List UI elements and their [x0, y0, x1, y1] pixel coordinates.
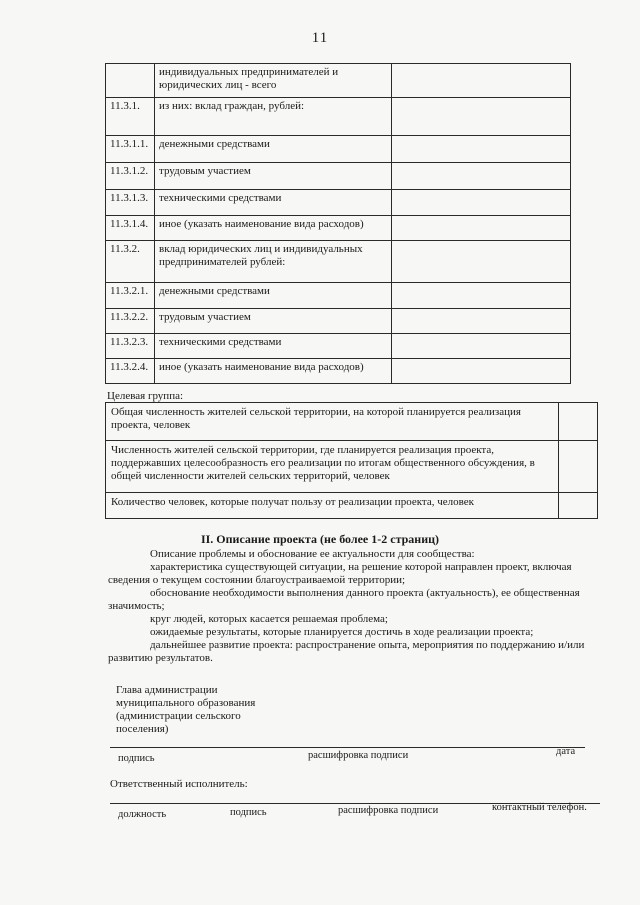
item-value-cell	[392, 359, 571, 384]
item-text: иное (указать наименование вида расходов)	[155, 359, 392, 384]
description-line: значимость;	[108, 600, 165, 612]
funding-row	[106, 359, 571, 384]
item-text: трудовым участием	[155, 163, 392, 190]
item-value-cell	[392, 334, 571, 359]
target-group-value-cell	[558, 403, 597, 441]
description-line: развитию результатов.	[108, 652, 213, 664]
head-line: (администрации сельского	[116, 710, 241, 722]
item-number: 11.3.1.3.	[106, 190, 155, 216]
funding-row	[106, 334, 571, 359]
item-value-cell	[392, 309, 571, 334]
item-number	[106, 64, 155, 98]
description-line: круг людей, которых касается решаемая проблема;	[150, 613, 388, 625]
signature-caption: подпись	[230, 807, 267, 818]
item-value-cell	[392, 216, 571, 241]
target-group-text: Количество человек, которые получат пользу от реализации проекта, человек	[106, 493, 559, 519]
head-line: муниципального образования	[116, 697, 256, 709]
funding-row	[106, 64, 571, 98]
funding-row	[106, 163, 571, 190]
decoding-caption: расшифровка подписи	[308, 750, 409, 761]
item-text: из них: вклад граждан, рублей:	[155, 98, 392, 136]
item-number: 11.3.2.1.	[106, 283, 155, 309]
target-group-value-cell	[558, 493, 597, 519]
description-line: дальнейшее развитие проекта: распространение опыта, мероприятия по поддержанию и/или	[150, 639, 585, 651]
item-number: 11.3.2.2.	[106, 309, 155, 334]
section-title: II. Описание проекта (не более 1-2 страниц)	[200, 532, 440, 546]
item-text: денежными средствами	[155, 283, 392, 309]
phone-caption: контактный телефон.	[492, 802, 587, 813]
item-text: иное (указать наименование вида расходов)	[155, 216, 392, 241]
item-text: денежными средствами	[155, 136, 392, 163]
head-line: Глава администрации	[116, 684, 218, 696]
funding-row	[106, 98, 571, 136]
target-group-label: Целевая группа:	[107, 390, 184, 402]
target-group-value-cell	[558, 441, 597, 493]
funding-row	[106, 216, 571, 241]
item-value-cell	[392, 283, 571, 309]
description-line: сведения о текущем состоянии благоустраиваемой территории;	[108, 574, 406, 586]
page-number: 11	[311, 30, 329, 46]
item-text: техническими средствами	[155, 190, 392, 216]
funding-table	[105, 63, 571, 384]
funding-row	[106, 241, 571, 283]
item-text: индивидуальных предпринимателей и юридических лиц - всего	[155, 64, 392, 98]
description-line: Описание проблемы и обоснование ее актуальности для сообщества:	[150, 548, 475, 560]
funding-row	[106, 190, 571, 216]
target-group-row	[106, 493, 598, 519]
item-value-cell	[392, 163, 571, 190]
responsible-label: Ответственный исполнитель:	[110, 778, 248, 790]
decoding-caption: расшифровка подписи	[338, 805, 439, 816]
item-value-cell	[392, 241, 571, 283]
item-number: 11.3.2.3.	[106, 334, 155, 359]
signature-caption: подпись	[118, 753, 155, 764]
funding-row	[106, 309, 571, 334]
position-caption: должность	[118, 809, 167, 820]
funding-row	[106, 136, 571, 163]
item-value-cell	[392, 98, 571, 136]
item-text: техническими средствами	[155, 334, 392, 359]
target-group-text: Общая численность жителей сельской территории, на которой планируется реализация проекта, человек	[106, 403, 559, 441]
item-text: трудовым участием	[155, 309, 392, 334]
description-line: обоснование необходимости выполнения данного проекта (актуальность), ее общественная	[150, 587, 580, 599]
item-number: 11.3.1.	[106, 98, 155, 136]
item-value-cell	[392, 64, 571, 98]
description-line: ожидаемые результаты, которые планируется достичь в ходе реализации проекта;	[150, 626, 534, 638]
item-number: 11.3.1.1.	[106, 136, 155, 163]
head-of-administration-block	[116, 684, 255, 736]
item-value-cell	[392, 190, 571, 216]
funding-row	[106, 283, 571, 309]
target-group-row	[106, 441, 598, 493]
item-number: 11.3.1.4.	[106, 216, 155, 241]
target-group-table	[105, 402, 598, 519]
description-line: характеристика существующей ситуации, на решение которой направлен проект, включая	[150, 561, 572, 573]
date-caption: дата	[556, 746, 576, 757]
target-group-text: Численность жителей сельской территории, где планируется реализация проекта, поддержавших целесообразность его реализации по итогам общественного обсуждения, в общей численности жителей сельских территорий, человек	[106, 441, 559, 493]
signature-line	[110, 747, 585, 748]
item-number: 11.3.1.2.	[106, 163, 155, 190]
target-group-row	[106, 403, 598, 441]
item-number: 11.3.2.4.	[106, 359, 155, 384]
item-value-cell	[392, 136, 571, 163]
item-text: вклад юридических лиц и индивидуальных предпринимателей рублей:	[155, 241, 392, 283]
head-line: поселения)	[116, 723, 169, 735]
item-number: 11.3.2.	[106, 241, 155, 283]
